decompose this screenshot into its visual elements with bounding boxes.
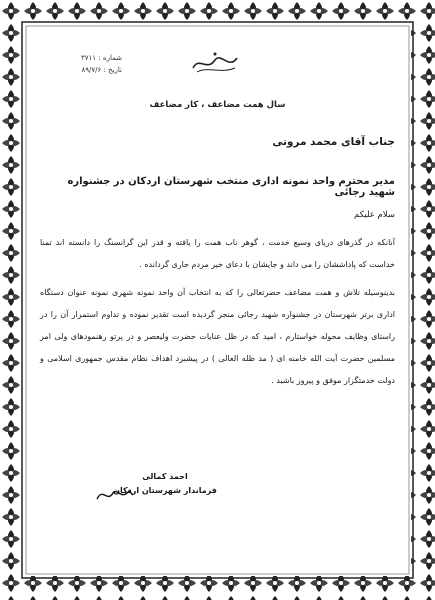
letter-number: ۳۷۱۱ [81,54,97,62]
letter-content [40,40,395,560]
date-label: تاریخ : [103,66,122,74]
year-slogan: سال همت مضاعف ، کار مضاعف [149,100,286,110]
letter-metadata [42,52,122,76]
body-paragraph: بدینوسیله تلاش و همت مضاعف حضرتعالی را که به انتخاب آن واحد نمونه شهری نمونه عنوان دستگاه اداری برتر شهرستان در جشنواره شهید رجائی منجر گردیده است تقدیر نموده و تداوم استمرار آن را در راستای وظایف محوله خواستارم ، امید که در ظل عنایات حضرت ولیعصر و در پرتو رهنمودهای ولی امر مسلمین حضرت آیت الله خامنه ای ( مد ظله العالی ) در پیشبرد اهداف نظام مقدس جمهوری اسلامی و دولت خدمتگزار موفق و پیروز باشید . [40,288,395,385]
subject-line: مدیر محترم واحد نمونه اداری منتخب شهرستان اردکان در جشنواره شهید رجائی [67,176,395,198]
bismillah-emblem [185,48,245,78]
body-paragraph: آنانکه در گذرهای دریای وسیع خدمت ، گوهر ناب همت را یافته و قدر این گرانسنگ را دانسته اند تمنا خداست که پاداششان را می داند و جایشان با دعای خیر مردم جاری گردانده . [40,238,395,269]
signer-title: فرماندار شهرستان اردکان [113,486,217,495]
greeting: سلام علیکم [354,210,395,220]
addressee: جناب آقای محمد مروتی [272,136,395,148]
letter-body [40,232,395,398]
signer-name: احمد کمالی [142,472,188,481]
letter-date: ۸۹/۷/۶ [81,66,102,74]
handwritten-signature [95,485,135,505]
number-label: شماره : [98,54,122,62]
